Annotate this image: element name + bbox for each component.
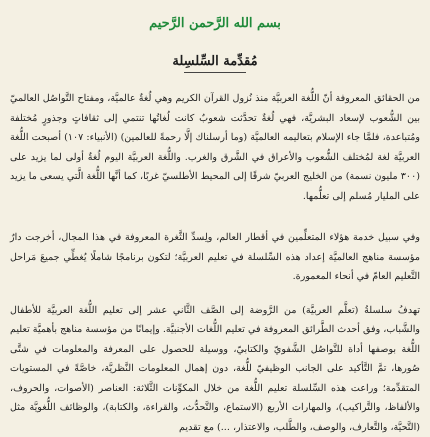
paragraph-3: تهدفُ سلسلةُ (تعلَّم العربيَّة) من الرَّوضة إلى الصَّف الثَّاني عشر إلى تعليم اللُّغة العربيَّة للأطفال والشَّباب، وفق أحدث الطَّرائق المعروفة في تعليم اللُّغات الأجنبيَّة. وإيمانًا من مؤسسة مناهج بأهميَّة تعليم اللُّغة بوصفها أداة للتَّواصُل الشَّفويّ والكتابيّ، ووسيلة للحصول على المعرفة والمعلومات في شتَّى صُورها، تمَّ التَّأكيد على الجانب الوظيفيّ للُّغة، دون إهمال المعلومات النَّظريَّة، خاصَّةً في المستويات المتقدِّمة؛ وراعت هذه السِّلسلة تعليم اللُّغة من خلال المكوِّنات الثَّلاثة: العناصر (الأصوات، والحروف، والألفاظ، والتَّراكيب)، والمهارات الأربع (الاستماع، والتَّحدُّث، والقراءة، والكتابة)، والوظائف اللُّغويَّة مثل (التَّحيَّة، والتَّعارف، والوصف، والطَّلب، والاعتذار، ...) مع تقديم xyxy=(10,301,420,437)
basmala-heading: بسم الله الرَّحمن الرَّحيم xyxy=(10,14,420,34)
body-text xyxy=(10,89,420,437)
paragraph-2: وفي سبيل خدمة هؤلاء المتعلِّمين في أقطار العالم، ولِسدِّ الثَّغرة المعروفة في هذا المجال، أخرجت دارٌ مؤسسة مناهج العالميَّة إعداد هذه السِّلسلة في تعليم العربيَّة؛ لتكون برنامجًا شاملًا يُغطِّي جميعَ مَراحل التَّعليم العامّ في أنحاء المعمورة. xyxy=(10,228,420,287)
page-title: مُقدِّمة السِّلسِلة xyxy=(10,52,420,72)
paragraph-1: من الحقائق المعروفة أنّ اللُّغة العربيَّة منذ نُزول القرآن الكريم وهي لُغةٌ عالميَّة، ومفتاح التَّواصُل العالميّ بين الشُّعوب لإسعاد البشريَّة، فهي لُغةٌ تحدَّثت شعوبٌ كانت لُغاتُها تنتمي إلى ثقافاتٍ وجذورٍ مُختلفة ومُتباعدة، فلمَّا جاء الإسلام بتعاليمه العالميَّة (وما أرسلناك إلَّا رحمةً للعالمين) (الأنبياء: ١٠٧) أصبحت اللُّغة العربيَّة لغة لمُختلف الشُّعوب والأعراق في الشَّرق والغرب. واللُّغة العربيَّة اليوم لُغةٌ أولى لما يزيد على (٣٠٠ مليون نسمة) من الخليج العربيّ شرقًا إلى المحيط الأطلسيّ غربًا، كما أنَّها اللُّغة الَّتي يسعى ما يزيد على المليار مُسلم إلى تعلُّمها. xyxy=(10,89,420,206)
paragraph-spacer xyxy=(10,287,420,301)
title-underline xyxy=(184,72,246,73)
paragraph-spacer xyxy=(10,206,420,228)
